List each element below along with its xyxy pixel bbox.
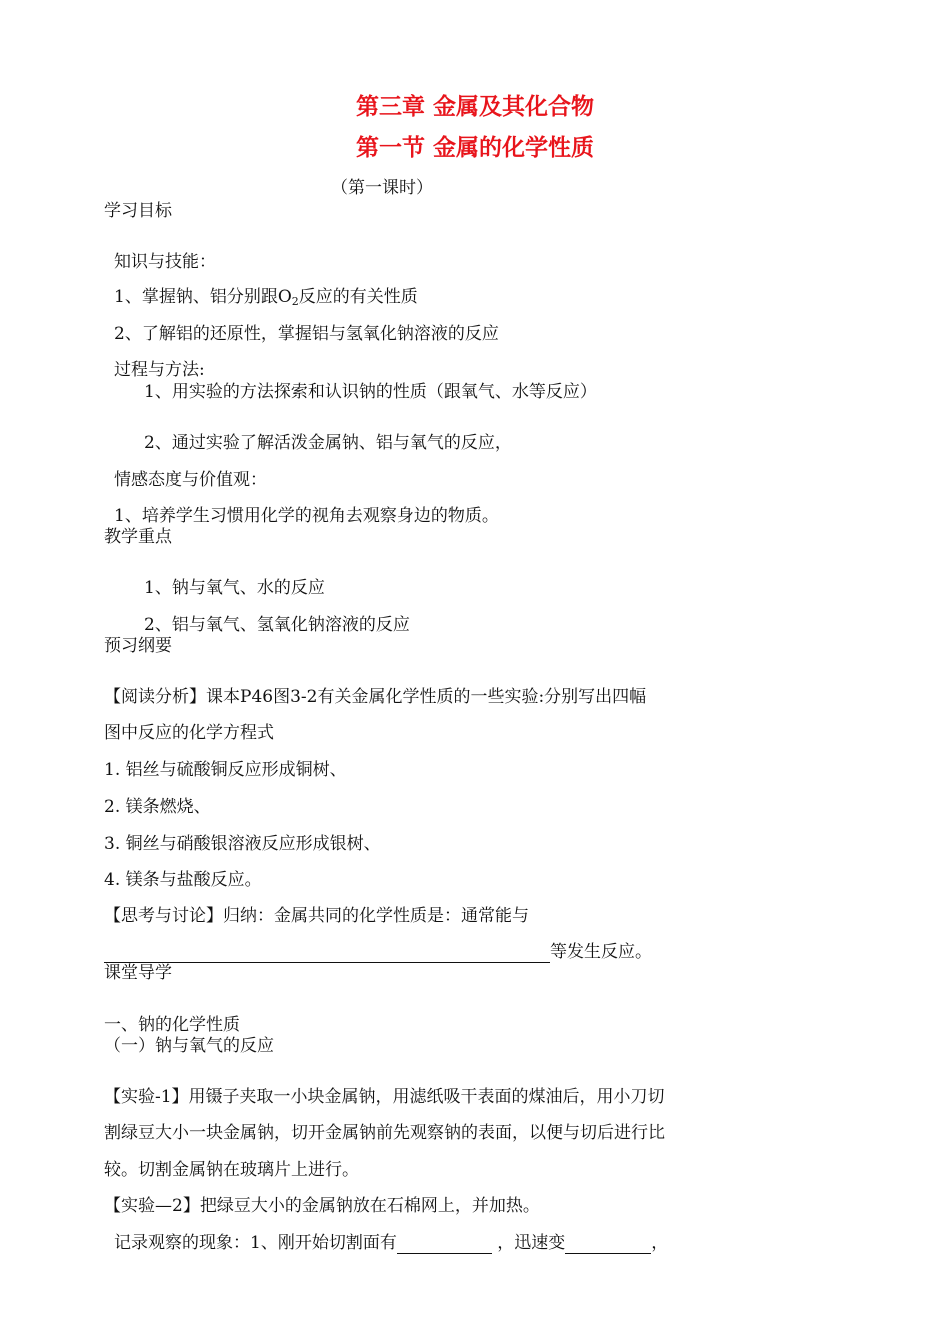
knowledge-heading: 知识与技能： [114,252,216,272]
preview-item-1: 1. 铝丝与硫酸铜反应形成铜树、 [104,760,347,780]
preview-heading: 预习纲要 [104,636,172,656]
experiment-1-line-3: 较。切割金属钠在玻璃片上进行。 [104,1160,359,1180]
color-change-blank[interactable] [565,1235,651,1254]
answer-blank[interactable] [104,944,550,963]
discussion-suffix: 等发生反应。 [550,942,652,962]
discussion-line-2 [104,941,652,963]
discussion-line-1: 【思考与讨论】归纳：金属共同的化学性质是：通常能与 [104,906,529,926]
process-item-2: 2、通过实验了解活泼金属钠、铝与氧气的反应， [144,433,512,453]
record-observation-text: 记录观察的现象：1、刚开始切割面有 [114,1233,397,1253]
experiment-1-line-2: 割绿豆大小一块金属钠，切开金属钠前先观察钠的表面，以便与切后进行比 [104,1123,665,1143]
record-observation-line [114,1232,668,1254]
record-observation-mid: ，迅速变 [491,1233,566,1253]
knowledge-item-1-text: 1、掌握钠、铝分别跟O [114,287,292,307]
preview-item-2: 2. 镁条燃烧、 [104,797,211,817]
knowledge-item-1-suffix: 反应的有关性质 [298,287,418,307]
classroom-heading: 课堂导学 [104,963,172,983]
key-point-1: 1、钠与氧气、水的反应 [144,578,325,598]
oxygen-subscript: 2 [291,295,299,308]
section-title: 第一节 金属的化学性质 [355,135,594,161]
knowledge-item-1 [114,286,418,313]
record-observation-end: ， [651,1233,669,1253]
chapter-title: 第三章 金属及其化合物 [355,94,594,120]
preview-item-3: 3. 铜丝与硝酸银溶液反应形成银树、 [104,834,381,854]
sodium-section-heading: 一、钠的化学性质 [104,1015,240,1035]
key-point-2: 2、铝与氧气、氢氧化钠溶液的反应 [144,615,410,635]
experiment-1-line-1: 【实验-1】用镊子夹取一小块金属钠，用滤纸吸干表面的煤油后，用小刀切 [104,1087,665,1107]
reading-analysis-line-1: 【阅读分析】课本P46图3-2有关金属化学性质的一些实验:分别写出四幅 [104,687,647,707]
sodium-oxygen-subheading: （一）钠与氧气的反应 [104,1036,274,1056]
knowledge-item-2: 2、了解铝的还原性，掌握铝与氢氧化钠溶液的反应 [114,324,499,344]
reading-analysis-line-2: 图中反应的化学方程式 [104,723,274,743]
cut-surface-blank[interactable] [397,1235,492,1254]
objectives-heading: 学习目标 [104,201,172,221]
experiment-2-line-1: 【实验—2】把绿豆大小的金属钠放在石棉网上，并加热。 [104,1196,540,1216]
preview-item-4: 4. 镁条与盐酸反应。 [104,870,262,890]
emotion-heading: 情感态度与价值观： [114,470,267,490]
process-item-1: 1、用实验的方法探索和认识钠的性质（跟氧气、水等反应） [144,382,597,402]
emotion-item-1: 1、培养学生习惯用化学的视角去观察身边的物质。 [114,506,499,526]
process-heading: 过程与方法: [114,360,205,380]
lesson-label: （第一课时） [331,178,433,198]
key-points-heading: 教学重点 [104,527,172,547]
